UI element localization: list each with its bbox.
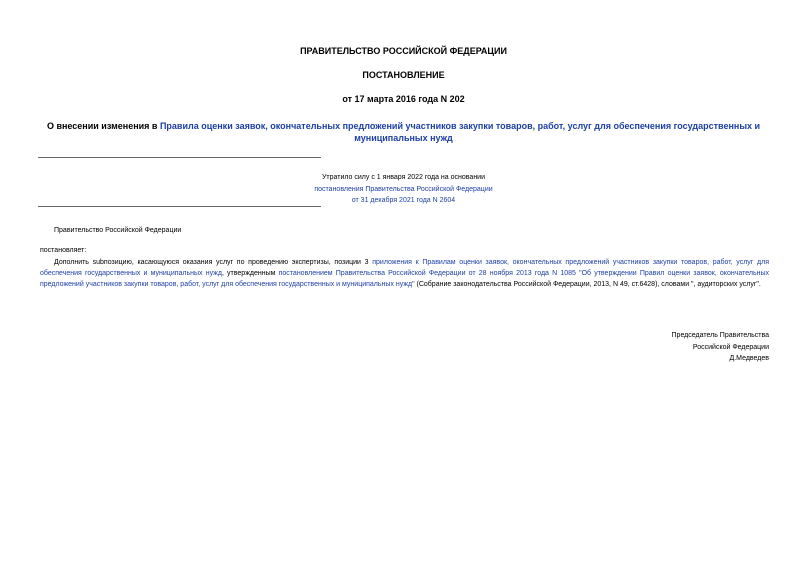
decrees-text: постановляет: bbox=[40, 247, 87, 254]
document-date: от 17 марта 2016 года N 202 bbox=[342, 94, 465, 104]
signature-name: Д.Медведев bbox=[729, 355, 769, 362]
body-text: (Собрание законодательства Российской Федерации, 2013, N 49, ст.6428), словами ", аудиторских услуг". bbox=[414, 281, 761, 288]
top-divider bbox=[38, 157, 321, 158]
body-text: , утвержденным bbox=[221, 270, 279, 277]
document-title bbox=[40, 120, 767, 144]
government-heading: ПРАВИТЕЛЬСТВО РОССИЙСКОЙ ФЕДЕРАЦИИ bbox=[300, 46, 507, 56]
appendix-link[interactable]: приложения к Правилам оценки заявок, окончательных предложений участников закупки товаров, работ, услуг для обеспечения государственных и муниципальных нужд bbox=[40, 259, 769, 277]
signature-position: Председатель Правительства bbox=[671, 332, 769, 339]
body-text: Дополнить subпозицию, касающуюся оказания услуг по проведению экспертизы, позиции 3 bbox=[54, 259, 373, 266]
title-rules-link[interactable]: Правила оценки заявок, окончательных предложений участников закупки товаров, работ, услуг для обеспечения государственных и муниципальных нужд bbox=[159, 121, 761, 143]
status-note bbox=[200, 172, 607, 207]
issuer-text: Правительство Российской Федерации bbox=[54, 227, 182, 234]
status-note-line: Утратило силу с 1 января 2022 года на основании bbox=[321, 174, 486, 181]
status-note-date-link[interactable]: от 31 декабря 2021 года N 2604 bbox=[351, 197, 456, 204]
bottom-divider bbox=[38, 206, 321, 207]
resolution-1085-link[interactable]: постановлением Правительства Российской Федерации от 28 ноября 2013 года N 1085 "Об утверждении Правил оценки заявок, окончательных предложений участников закупки товаров, работ, услуг для обеспечения государственных и муниципальных нужд" bbox=[40, 270, 769, 288]
title-prefix: О внесении изменения в bbox=[46, 121, 160, 131]
document-type-heading: ПОСТАНОВЛЕНИЕ bbox=[362, 70, 445, 80]
body-paragraph bbox=[40, 257, 769, 290]
status-note-resolution-link[interactable]: постановления Правительства Российской Федерации bbox=[314, 185, 493, 193]
signature-block bbox=[672, 330, 769, 365]
signature-country: Российской Федерации bbox=[692, 343, 769, 351]
